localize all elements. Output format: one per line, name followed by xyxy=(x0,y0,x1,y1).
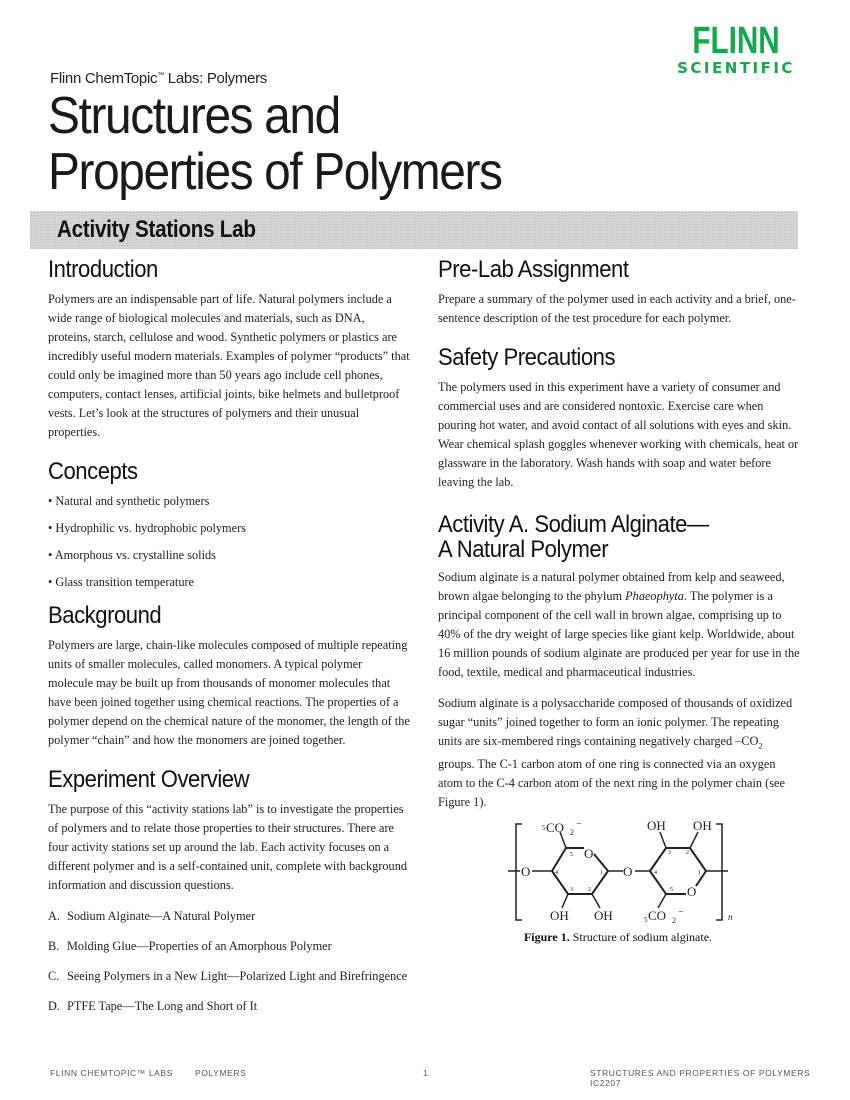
carbon-number: 2 xyxy=(588,887,591,894)
left-column xyxy=(48,256,410,1032)
activity-title: Molding Glue—Properties of an Amorphous Polymer xyxy=(67,939,332,953)
subscript: 2 xyxy=(570,828,574,838)
series-rest: Labs: Polymers xyxy=(163,70,267,87)
footer-title: STRUCTURES AND PROPERTIES OF POLYMERS xyxy=(590,1068,811,1078)
hydroxyl-label: OH xyxy=(647,818,666,834)
lab-type-banner xyxy=(30,211,798,249)
carbon-number: 5 xyxy=(570,852,573,859)
figure-label: Figure 1. xyxy=(523,930,570,945)
section-background xyxy=(48,602,410,750)
heading-line-2: A Natural Polymer xyxy=(438,536,609,563)
carbon-number: 5 xyxy=(670,887,673,894)
activity-title: Sodium Alginate—A Natural Polymer xyxy=(67,909,256,923)
text: Sodium alginate is a polysaccharide composed of thousands of oxidized sugar “units” joined together to form an ionic polymer. The repeating units are six-membered rings containing negatively charged –CO xyxy=(438,696,793,748)
concept-item: • Natural and synthetic polymers xyxy=(48,494,210,508)
activity-letter: C. xyxy=(48,969,60,983)
footer-series: FLINN CHEMTOPIC™ LABS xyxy=(50,1068,173,1078)
heading-introduction: Introduction xyxy=(48,256,158,283)
sodium-alginate-structure-figure xyxy=(500,816,760,926)
oxygen-label: O xyxy=(521,864,531,880)
section-introduction xyxy=(48,256,410,442)
page-number: 1 xyxy=(423,1068,429,1078)
banner-label: Activity Stations Lab xyxy=(57,216,256,243)
section-experiment-overview xyxy=(48,766,410,1016)
carbon-number: 2 xyxy=(686,850,689,857)
heading-experiment-overview: Experiment Overview xyxy=(48,766,250,793)
right-column xyxy=(438,256,800,961)
title-line-1: Structures and xyxy=(48,87,340,145)
heading-activity-a xyxy=(438,512,771,562)
carbon-number: 1 xyxy=(600,870,603,877)
ring-oxygen-label: O xyxy=(584,846,594,862)
activity-item-b xyxy=(48,937,410,956)
concept-item: • Hydrophilic vs. hydrophobic polymers xyxy=(48,521,246,535)
text: Sodium alginate is a natural polymer obtained from kelp and seaweed, brown algae belonging to the phylum xyxy=(438,570,785,603)
position-label: 5 xyxy=(644,916,648,925)
overview-body: The purpose of this “activity stations lab” is to investigate the properties of polymers and to relate those properties to their structures. There are four activity stations set up around the lab. Each activity focuses on a different polymer and is a self-contained unit, complete with background information and discussion questions. xyxy=(48,802,408,892)
activity-a-para-1 xyxy=(438,568,800,682)
flinn-scientific-logo xyxy=(666,20,806,77)
section-activity-a xyxy=(438,512,800,945)
title-line-2: Properties of Polymers xyxy=(48,143,502,201)
page-title xyxy=(48,88,502,200)
heading-safety: Safety Precautions xyxy=(438,344,616,371)
hydroxyl-label: OH xyxy=(550,908,569,924)
footer-catalog-code: IC2207 xyxy=(590,1078,622,1088)
activity-title: Seeing Polymers in a New Light—Polarized Light and Birefringence xyxy=(67,969,408,983)
introduction-body: Polymers are an indispensable part of life. Natural polymers include a wide range of biological molecules and materials, such as DNA, proteins, starch, cellulose and wood. Synthetic polymers or plastics are incredibly useful modern materials. Examples of polymer “products” that could only be imagined more than 50 years ago include cell phones, computers, contact lenses, artificial joints, bike helmets and bulletproof vests. Let’s look at the structures of polymers and their unusual properties. xyxy=(48,292,410,439)
activity-item-a xyxy=(48,907,410,926)
carbon-number: 4 xyxy=(555,870,558,877)
logo-flinn: FLINN xyxy=(692,20,780,62)
activity-list xyxy=(48,907,410,1016)
prelab-body: Prepare a summary of the polymer used in each activity and a brief, one-sentence description of the test procedure for each polymer. xyxy=(438,292,796,325)
heading-concepts: Concepts xyxy=(48,458,138,485)
position-label: 5 xyxy=(542,824,546,833)
background-body: Polymers are large, chain-like molecules composed of multiple repeating units of smaller molecules, called monomers. A typical polymer molecule may be built up from thousands of monomer molecules that have been joined together using chemical reactions. The properties of a polymer depend on the chemical nature of the monomer, the length of the polymer “chain” and how the monomers are joined together. xyxy=(48,638,410,747)
text: . The polymer is a principal component of the cell wall in brown algae, comprising up to 40% of the dry weight of large species like giant kelp. Worldwide, about 16 million pounds of sodium alginate are produced per year for use in the food, textile, medical and pharmaceutical industries. xyxy=(438,589,800,679)
concept-item: • Amorphous vs. crystalline solids xyxy=(48,548,216,562)
figure-caption xyxy=(488,930,748,945)
activity-letter: A. xyxy=(48,909,60,923)
series-name: Flinn ChemTopic xyxy=(50,70,158,87)
carbon-number: 3 xyxy=(668,850,671,857)
activity-letter: D. xyxy=(48,999,60,1013)
hydroxyl-label: OH xyxy=(693,818,712,834)
activity-a-para-2 xyxy=(438,694,800,812)
safety-body: The polymers used in this experiment have a variety of consumer and commercial uses and are considered nontoxic. Exercise care when pouring hot water, and avoid contact of all solutions with eyes and skin. Wear chemical splash goggles whenever working with chemicals, heat or glassware in the laboratory. Wash hands with soap and water before leaving the lab. xyxy=(438,380,799,489)
hydroxyl-label: OH xyxy=(594,908,613,924)
text: groups. The C-1 carbon atom of one ring is connected via an oxygen atom to the C-4 carbon atom of the next ring in the polymer chain (see Figure 1). xyxy=(438,757,785,810)
section-concepts xyxy=(48,458,410,592)
concept-item: • Glass transition temperature xyxy=(48,575,195,589)
bridge-oxygen-label: O xyxy=(623,864,633,880)
activity-letter: B. xyxy=(48,939,60,953)
ring-oxygen-label: O xyxy=(687,884,697,900)
series-label xyxy=(50,70,267,87)
alginate-structure-diagram xyxy=(500,816,760,926)
repeat-count-label: n xyxy=(728,912,733,923)
activity-title: PTFE Tape—The Long and Short of It xyxy=(67,999,258,1013)
heading-line-1: Activity A. Sodium Alginate— xyxy=(438,511,709,538)
section-prelab xyxy=(438,256,800,328)
subscript: 2 xyxy=(672,916,676,926)
carboxylate-label: CO xyxy=(546,820,565,836)
heading-prelab: Pre-Lab Assignment xyxy=(438,256,629,283)
footer-left xyxy=(50,1068,246,1078)
phylum-name: Phaeophyta xyxy=(625,589,684,603)
activity-item-d xyxy=(48,997,410,1016)
trademark: ™ xyxy=(157,72,164,79)
charge: − xyxy=(576,819,582,831)
footer-topic: POLYMERS xyxy=(194,1068,247,1078)
heading-background: Background xyxy=(48,602,162,629)
charge: − xyxy=(678,907,684,919)
carbon-number: 4 xyxy=(654,870,657,877)
activity-item-c xyxy=(48,967,410,986)
footer-right xyxy=(590,1068,850,1088)
page-footer xyxy=(0,1068,850,1088)
logo-scientific: SCIENTIFIC xyxy=(677,59,795,77)
section-safety xyxy=(438,344,800,492)
figure-caption-text: Structure of sodium alginate. xyxy=(569,930,713,945)
carbon-number: 3 xyxy=(570,887,573,894)
carboxylate-label: CO xyxy=(648,908,667,924)
subscript: 2 xyxy=(758,741,763,751)
carbon-number: 1 xyxy=(698,870,701,877)
